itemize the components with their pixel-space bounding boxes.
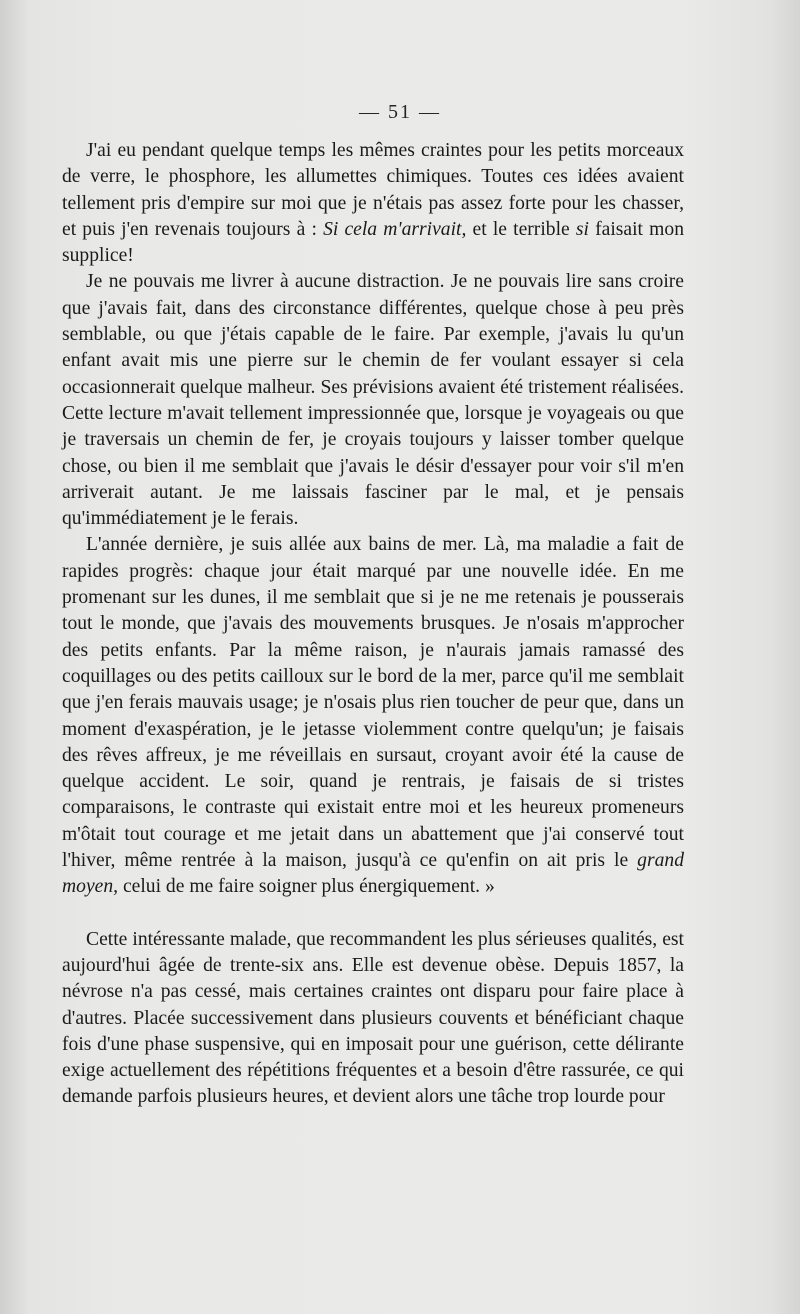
paragraph-3-text: L'année dernière, je suis allée aux bains de mer. Là, ma maladie a fait de rapides progrès: chaque jour était marqué par une nouvelle idée. En me promenant sur les dunes, il me semblait que si je ne me retenais je pousserais tout le monde, que j'avais des mouvements brusques. Je n'osais m'approcher des petits enfants. Par la même raison, je n'aurais jamais ramassé des coquillages ou des petits cailloux sur le bord de la mer, parce qu'il me semblait que j'en ferais mauvais usage; je n'osais plus rien toucher de peur que, dans un moment d'exaspération, je le jetasse violemment contre quelqu'un; je faisais des rêves affreux, je me réveillais en sursaut, croyant avoir été la cause de quelque accident. Le soir, quand je rentrais, je faisais de si tristes comparaisons, le contraste qui existait entre moi et les heureux promeneurs m'ôtait tout courage et me jetait dans un abattement que j'ai conservé tout l'hiver, même rentrée à la maison, jusqu'à ce qu'enfin on ait pris le [62, 534, 684, 872]
paragraph-4: Cette intéressante malade, que recommandent les plus sérieuses qualités, est aujourd'hui âgée de trente-six ans. Elle est devenue obèse. Depuis 1857, la névrose n'a pas cessé, mais certaines craintes ont disparu pour faire place à d'autres. Placée successivement dans plusieurs couvents et bénéficiant chaque fois d'une phase suspensive, qui en imposait pour une guérison, cette délirante exige actuellement des répétitions fréquentes et a besoin d'être rassurée, ce qui demande parfois plusieurs heures, et devient alors une tâche trop lourde pour [62, 928, 684, 1108]
paragraph-1-italic-si: si [575, 218, 589, 240]
paragraph-1-text-continued: et le terrible [466, 218, 576, 240]
paragraph-1-text: J'ai eu pendant quelque temps les mêmes craintes pour les petits morceaux de verre, le phosphore, les allumettes chimiques. Toutes ces idées avaient tellement pris d'empire sur moi que je n'étais pas assez forte pour les chasser, et puis j'en revenais toujours à : [62, 140, 684, 240]
paragraph-2: Je ne pouvais me livrer à aucune distraction. Je ne pouvais lire sans croire que j'avais fait, dans des circonstance différentes, quelque chose à peu près semblable, ou que j'étais capable de le faire. Par exemple, j'avais lu qu'un enfant avait mis une pierre sur le chemin de fer voulant essayer si cela occasionnerait quelque malheur. Ses prévisions avaient été tristement réalisées. Cette lecture m'avait tellement impressionnée que, lorsque je voyageais ou que je traversais un chemin de fer, je croyais toujours y laisser tomber quelque chose, ou bien il me semblait que j'avais le désir d'essayer pour voir s'il m'en arriverait autant. Je me laissais fasciner par le mal, et je pensais qu'immédiatement je le ferais. [62, 271, 684, 530]
page-number: — 51 — [359, 101, 441, 123]
paragraph-1 [62, 138, 684, 269]
paragraph-1-text-end: faisait mon supplice! [62, 218, 684, 267]
paragraph-3 [62, 532, 684, 900]
paragraph-3-text-end: celui de me faire soigner plus énergiquement. » [118, 876, 495, 898]
paragraph-3-italic-phrase: grand moyen, [62, 850, 684, 898]
text-column [62, 138, 684, 1111]
paragraph-1-italic-phrase: Si cela m'arrivait, [323, 218, 467, 240]
